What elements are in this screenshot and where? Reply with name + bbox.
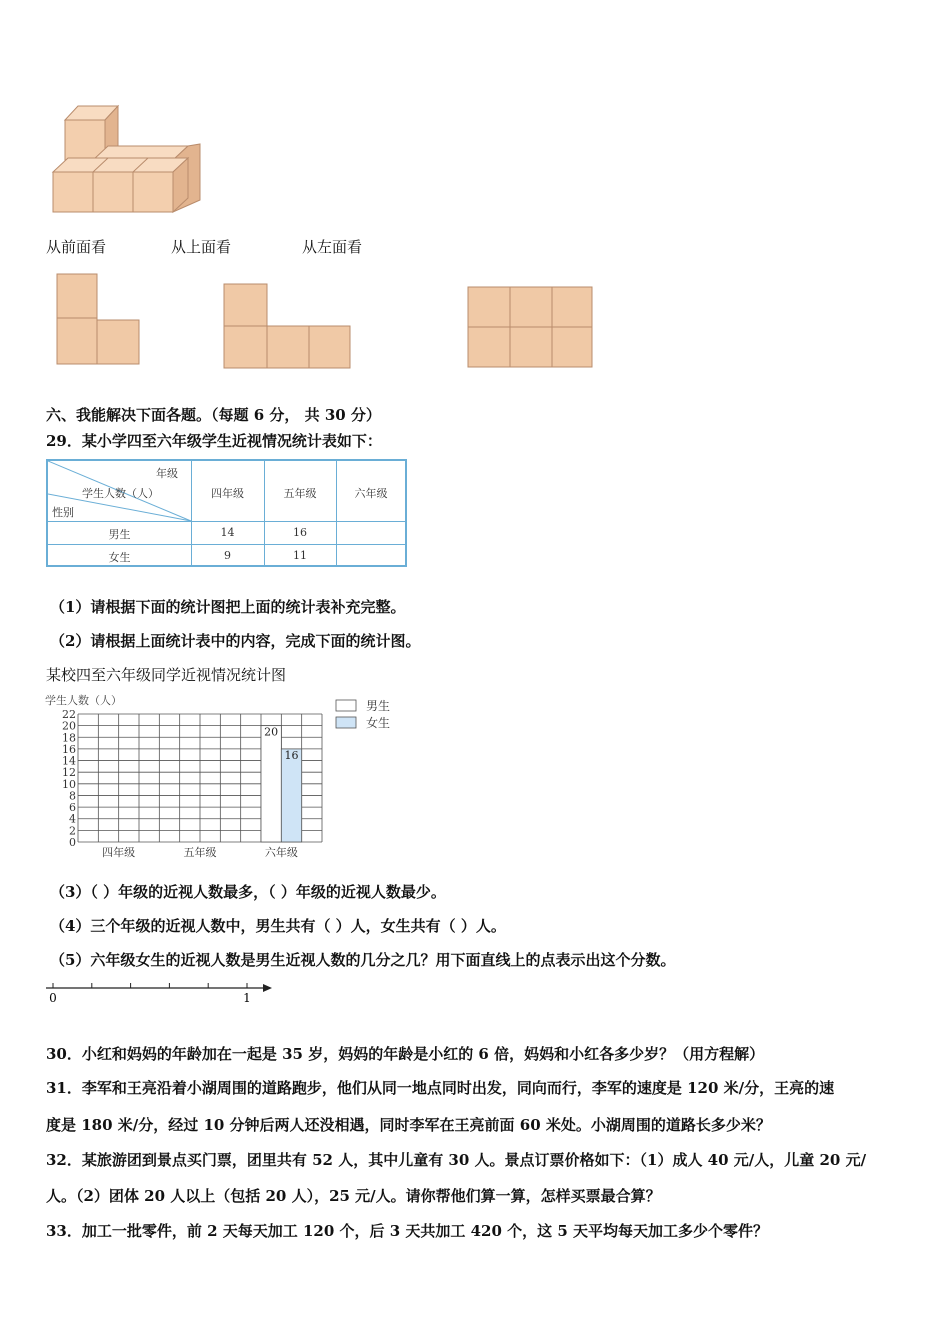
y-tick-label: 12 xyxy=(62,766,76,780)
bar-data-label: 20 xyxy=(264,725,279,739)
numline-zero: 0 xyxy=(49,991,57,1005)
bar-女生 xyxy=(281,749,301,842)
diag-count-label: 学生人数（人） xyxy=(82,487,159,500)
legend-label: 男生 xyxy=(366,699,391,713)
q32-line1: 32．某旅游团到景点买门票，团里共有 52 人，其中儿童有 30 人。景点订票价格如下：（1）成人 40 元/人，儿童 20 元/ xyxy=(46,1151,867,1169)
table-cell: 14 xyxy=(220,526,235,539)
x-tick-label: 六年级 xyxy=(264,846,298,859)
number-line[interactable] xyxy=(44,978,276,1008)
row-label: 女生 xyxy=(108,551,131,564)
table-cell: 11 xyxy=(293,549,307,562)
q29-sub1: （1）请根据下面的统计图把上面的统计表补充完整。 xyxy=(50,598,406,616)
q29-sub3: （3）（ ）年级的近视人数最多，（ ）年级的近视人数最少。 xyxy=(50,883,446,901)
q29-stem: 29．某小学四至六年级学生近视情况统计表如下： xyxy=(46,432,382,450)
col-header: 五年级 xyxy=(283,487,317,500)
y-tick-label: 14 xyxy=(62,754,76,768)
y-tick-label: 6 xyxy=(69,801,76,815)
chart-title: 某校四至六年级同学近视情况统计图 xyxy=(46,666,287,684)
col-header: 四年级 xyxy=(211,487,244,500)
y-tick-label: 20 xyxy=(62,719,76,733)
q29-sub2: （2）请根据上面统计表中的内容，完成下面的统计图。 xyxy=(50,632,421,650)
q29-sub4: （4）三个年级的近视人数中，男生共有（ ）人，女生共有（ ）人。 xyxy=(50,917,506,935)
chart-ylabel: 学生人数（人） xyxy=(45,694,122,707)
x-tick-label: 四年级 xyxy=(102,846,136,859)
myopia-table xyxy=(46,459,407,567)
table-cell: 9 xyxy=(224,549,231,562)
bar-data-label: 16 xyxy=(284,748,299,762)
legend-swatch xyxy=(336,717,356,728)
view-label-top: 从上面看 xyxy=(171,238,232,256)
q32-line2: 人。（2）团体 20 人以上（包括 20 人），25 元/人。请你帮他们算一算，怎样买票最合算？ xyxy=(46,1187,661,1205)
view-label-left: 从左面看 xyxy=(302,238,363,256)
cube-stack-figure xyxy=(48,100,208,218)
col-header: 六年级 xyxy=(354,487,388,500)
y-tick-label: 0 xyxy=(69,836,76,849)
q30-text: 30．小红和妈妈的年龄加在一起是 35 岁，妈妈的年龄是小红的 6 倍，妈妈和小红各多少岁？（用方程解） xyxy=(46,1045,765,1063)
y-tick-label: 10 xyxy=(62,777,76,791)
diag-gender-label: 性别 xyxy=(52,506,74,519)
y-tick-label: 4 xyxy=(69,812,76,826)
front-view-figure xyxy=(55,272,145,368)
y-tick-label: 2 xyxy=(69,824,76,838)
y-tick-label: 22 xyxy=(62,708,76,721)
diag-grade-label: 年级 xyxy=(156,467,178,480)
x-tick-label: 五年级 xyxy=(183,846,217,859)
top-view-figure xyxy=(222,282,354,370)
y-tick-label: 8 xyxy=(69,789,76,803)
q29-sub5: （5）六年级女生的近视人数是男生近视人数的几分之几？用下面直线上的点表示出这个分数。 xyxy=(50,951,676,969)
legend-label: 女生 xyxy=(366,716,391,730)
table-cell: 16 xyxy=(293,526,307,539)
numline-one: 1 xyxy=(243,991,251,1005)
y-tick-label: 18 xyxy=(62,731,76,745)
left-view-figure xyxy=(466,285,596,369)
q33-text: 33．加工一批零件，前 2 天每天加工 120 个，后 3 天共加工 420 个，这 5 天平均每天加工多少个零件？ xyxy=(46,1222,769,1240)
y-tick-label: 16 xyxy=(62,742,76,756)
q31-line1: 31．李军和王亮沿着小湖周围的道路跑步，他们从同一地点同时出发，同向而行，李军的速度是 120 米/分，王亮的速 xyxy=(46,1079,835,1097)
legend-swatch xyxy=(336,700,356,711)
row-label: 男生 xyxy=(108,528,131,541)
myopia-bar-chart xyxy=(40,690,410,862)
q31-line2: 度是 180 米/分，经过 10 分钟后两人还没相遇，同时李军在王亮前面 60 米处。小湖周围的道路长多少米？ xyxy=(46,1116,771,1134)
section-six-title: 六、我能解决下面各题。（每题 6 分， 共 30 分） xyxy=(46,406,381,424)
bar-男生 xyxy=(261,726,281,842)
view-label-front: 从前面看 xyxy=(46,238,107,256)
